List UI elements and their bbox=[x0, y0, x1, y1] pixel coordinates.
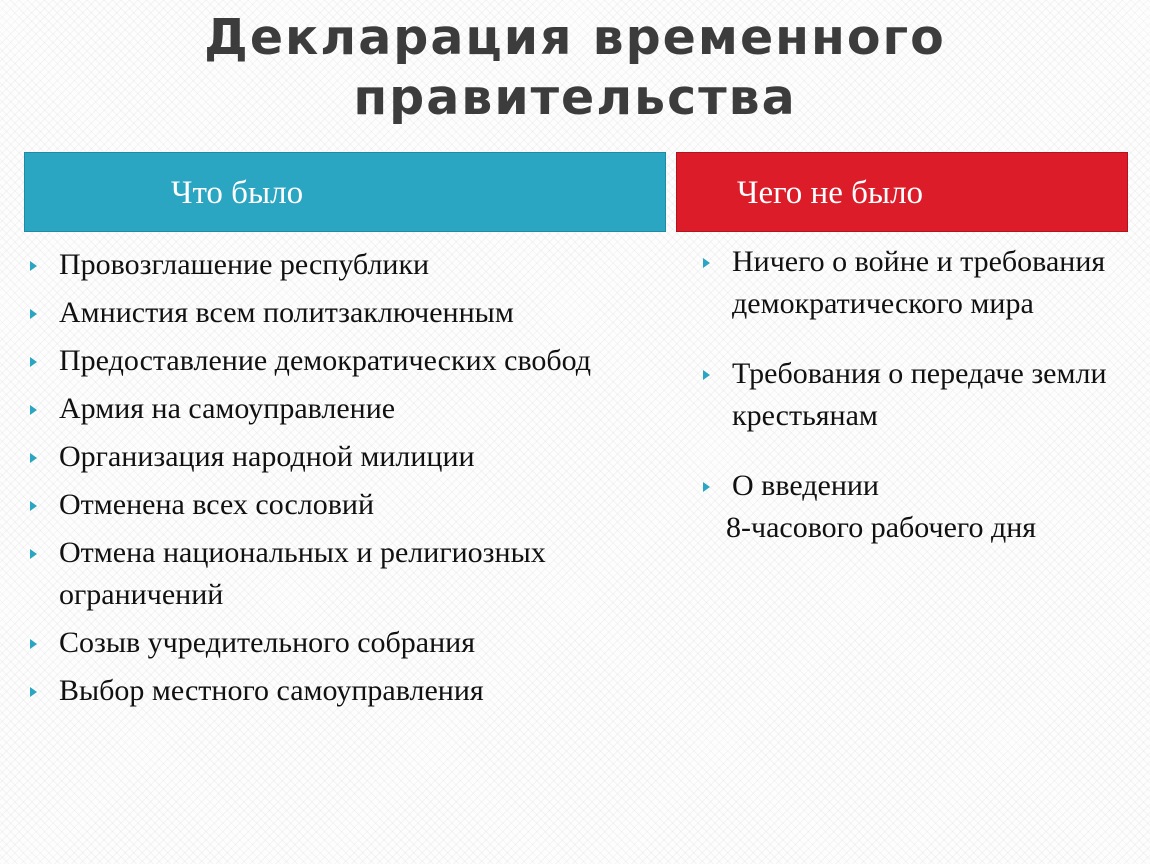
list-item bbox=[30, 670, 650, 712]
list-item-text: Требования о передаче земли крестьянам bbox=[732, 357, 1107, 432]
list-item-continuation: 8-часового рабочего дня bbox=[726, 511, 1037, 544]
list-item bbox=[703, 353, 1123, 437]
list-item bbox=[30, 292, 650, 334]
list-item bbox=[30, 388, 650, 430]
triangle-right-bullet-icon bbox=[30, 405, 37, 415]
list-item bbox=[30, 622, 650, 664]
list-item-text: Созыв учредительного собрания bbox=[59, 626, 476, 659]
triangle-right-bullet-icon bbox=[30, 309, 37, 319]
list-item bbox=[30, 244, 650, 286]
triangle-right-bullet-icon bbox=[703, 258, 710, 268]
triangle-right-bullet-icon bbox=[30, 453, 37, 463]
list-item bbox=[30, 340, 650, 382]
list-item bbox=[30, 532, 650, 616]
list-item bbox=[703, 465, 1123, 549]
triangle-right-bullet-icon bbox=[30, 261, 37, 271]
triangle-right-bullet-icon bbox=[30, 687, 37, 697]
list-item-text: Отмена национальных и религиозных ограничений bbox=[59, 536, 546, 611]
what-was-not-header: Чего не было bbox=[676, 152, 1128, 232]
what-was-header: Что было bbox=[24, 152, 666, 232]
list-item-text: Отменена всех сословий bbox=[59, 488, 375, 521]
what-was-not-list bbox=[703, 241, 1123, 577]
triangle-right-bullet-icon bbox=[30, 501, 37, 511]
list-item-text: Организация народной милиции bbox=[59, 440, 475, 473]
triangle-right-bullet-icon bbox=[30, 357, 37, 367]
list-item-text: Выбор местного самоуправления bbox=[59, 674, 484, 707]
triangle-right-bullet-icon bbox=[703, 482, 710, 492]
list-item bbox=[703, 241, 1123, 325]
list-item-text: Предоставление демократических свобод bbox=[59, 344, 592, 377]
triangle-right-bullet-icon bbox=[30, 549, 37, 559]
slide-title bbox=[0, 8, 1150, 128]
slide-title-line-2: правительства bbox=[353, 69, 797, 126]
what-was-list bbox=[30, 244, 650, 718]
triangle-right-bullet-icon bbox=[30, 639, 37, 649]
slide-title-line-1: Декларация временного bbox=[204, 9, 946, 66]
list-item bbox=[30, 436, 650, 478]
list-item-text: О введении bbox=[732, 469, 879, 502]
list-item-text: Ничего о войне и требования демократического мира bbox=[732, 245, 1106, 320]
list-item-text: Провозглашение республики bbox=[59, 248, 430, 281]
list-item-text: Армия на самоуправление bbox=[59, 392, 396, 425]
list-item bbox=[30, 484, 650, 526]
triangle-right-bullet-icon bbox=[703, 370, 710, 380]
list-item-text: Амнистия всем политзаключенным bbox=[59, 296, 514, 329]
